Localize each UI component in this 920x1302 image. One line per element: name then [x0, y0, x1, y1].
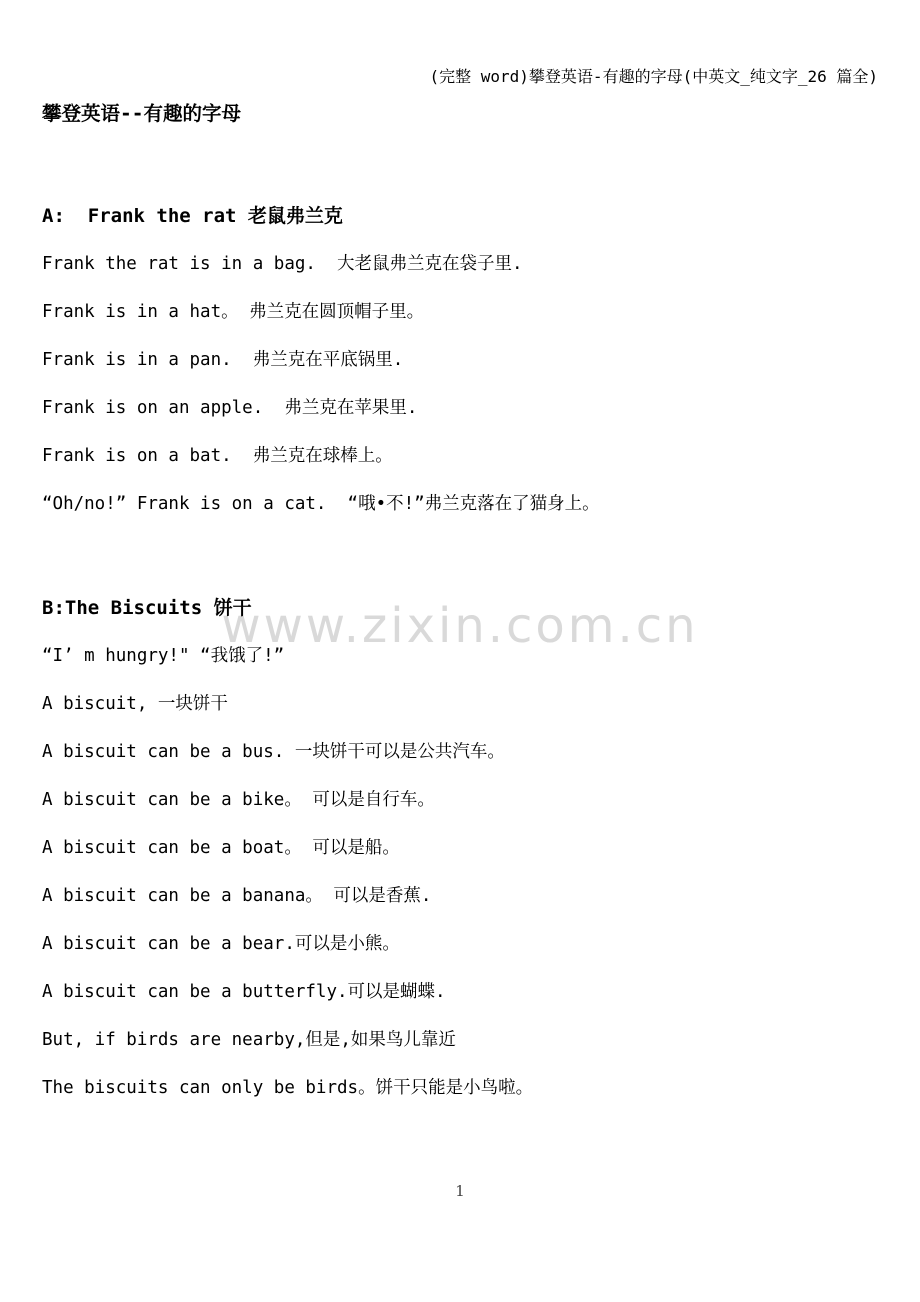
- section-a-heading: A: Frank the rat 老鼠弗兰克: [42, 205, 343, 227]
- text-line: Frank the rat is in a bag. 大老鼠弗兰克在袋子里.: [42, 254, 523, 274]
- text-line: Frank is in a pan. 弗兰克在平底锅里.: [42, 350, 404, 370]
- page-number: 1: [455, 1182, 465, 1200]
- text-line: Frank is on an apple. 弗兰克在苹果里.: [42, 398, 418, 418]
- text-line: A biscuit can be a boat。 可以是船。: [42, 838, 400, 858]
- document-header: (完整 word)攀登英语-有趣的字母(中英文_纯文字_26 篇全): [429, 67, 878, 86]
- section-b: [42, 584, 878, 1112]
- watermark-text: www.zixin.com.cn: [221, 598, 699, 654]
- text-line: A biscuit, 一块饼干: [42, 694, 228, 714]
- text-line: “Oh/no!” Frank is on a cat. “哦•不!”弗兰克落在了猫身上。: [42, 494, 600, 514]
- text-line: The biscuits can only be birds。饼干只能是小鸟啦。: [42, 1078, 534, 1098]
- text-line: A biscuit can be a bus. 一块饼干可以是公共汽车。: [42, 742, 505, 762]
- text-line: A biscuit can be a bike。 可以是自行车。: [42, 790, 435, 810]
- text-line: A biscuit can be a butterfly.可以是蝴蝶.: [42, 982, 446, 1002]
- text-line: Frank is in a hat。 弗兰克在圆顶帽子里。: [42, 302, 425, 322]
- section-b-heading: B:The Biscuits 饼干: [42, 597, 252, 619]
- section-a: [42, 192, 878, 528]
- text-line: “I’ m hungry!" “我饿了!”: [42, 646, 285, 666]
- text-line: A biscuit can be a bear.可以是小熊。: [42, 934, 400, 954]
- document-content: [42, 0, 878, 1112]
- text-line: A biscuit can be a banana。 可以是香蕉.: [42, 886, 432, 906]
- text-line: But, if birds are nearby,但是,如果鸟儿靠近: [42, 1030, 456, 1050]
- text-line: Frank is on a bat. 弗兰克在球棒上。: [42, 446, 393, 466]
- page-title: 攀登英语--有趣的字母: [42, 102, 241, 125]
